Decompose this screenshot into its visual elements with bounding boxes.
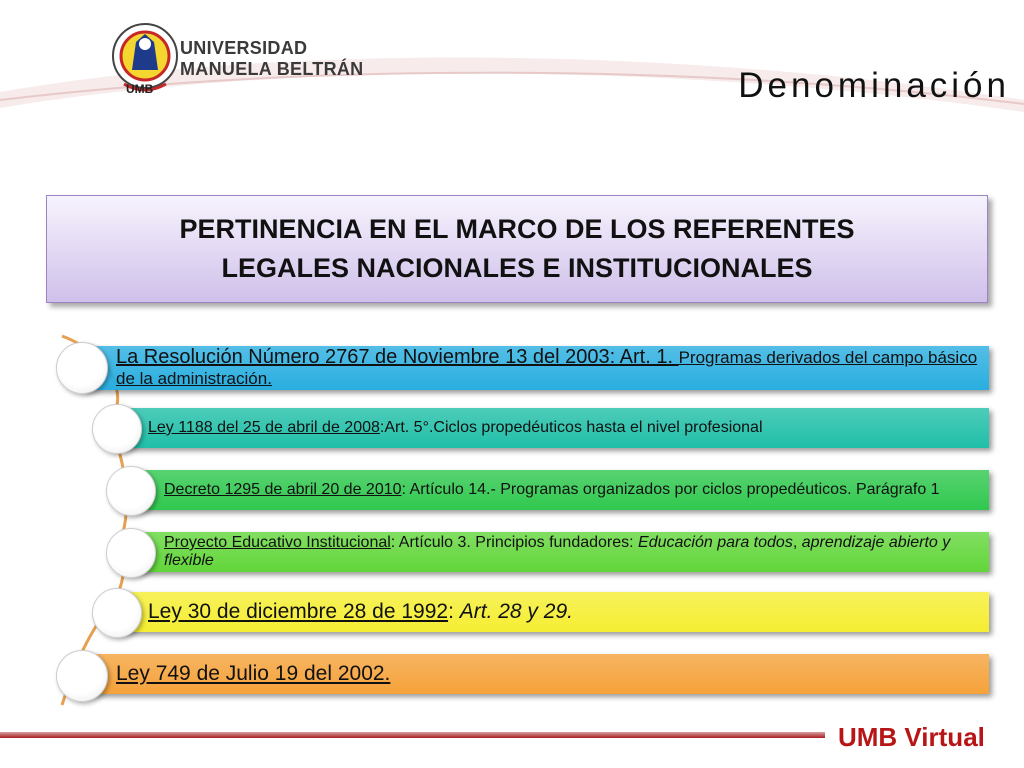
item-italic-1: Art. 28 y 29. xyxy=(459,600,573,623)
item-text xyxy=(148,419,989,437)
banner-line-2: LEGALES NACIONALES E INSTITUCIONALES xyxy=(221,253,813,283)
bullet-circle xyxy=(92,404,142,454)
seal-text: UMB xyxy=(126,82,154,96)
item-text xyxy=(164,481,989,499)
list-item xyxy=(118,408,989,448)
logo-line-2: MANUELA BELTRÁN xyxy=(180,59,364,79)
bullet-circle xyxy=(92,588,142,638)
item-link[interactable]: Ley 749 de Julio 19 del 2002. xyxy=(116,662,391,685)
list-item xyxy=(118,592,989,632)
item-rest: : xyxy=(448,600,460,623)
item-text xyxy=(116,662,989,686)
page-title: Denominación xyxy=(738,66,1010,105)
list-item xyxy=(132,470,989,510)
bullet-circle xyxy=(56,650,108,702)
footer-brand: UMB Virtual xyxy=(838,722,985,752)
list-item xyxy=(82,346,989,390)
bullet-circle xyxy=(106,528,156,578)
item-italic-1: Educación para todos xyxy=(638,534,793,551)
item-link[interactable]: Ley 1188 del 25 de abril de 2008 xyxy=(148,419,380,436)
item-rest: :Art. 5°.Ciclos propedéuticos hasta el nivel profesional xyxy=(379,419,763,436)
item-text xyxy=(164,534,989,570)
item-rest-2: , xyxy=(792,534,802,551)
item-rest: Programas derivados del campo básico de la administración. xyxy=(116,348,978,388)
list-item xyxy=(132,532,989,572)
item-rest: : Artículo 3. Principios fundadores: xyxy=(390,534,639,551)
bullet-circle xyxy=(106,466,156,516)
list-item xyxy=(82,654,989,694)
item-link[interactable]: Decreto 1295 de abril 20 de 2010 xyxy=(164,481,402,498)
item-text xyxy=(148,600,989,624)
item-lead: La Resolución Número 2767 de Noviembre 13 del 2003: Art. 1. xyxy=(116,346,679,368)
item-text xyxy=(116,347,989,389)
bullet-circle xyxy=(56,342,108,394)
logo-line-1: UNIVERSIDAD xyxy=(180,38,308,58)
item-italic-2: aprendizaje abierto y flexible xyxy=(164,534,951,569)
item-link[interactable]: Proyecto Educativo Institucional xyxy=(164,534,391,551)
item-rest: : Artículo 14.- Programas organizados por ciclos propedéuticos. Parágrafo 1 xyxy=(401,481,940,498)
item-link[interactable]: Ley 30 de diciembre 28 de 1992 xyxy=(148,600,449,623)
footer-line xyxy=(0,732,825,738)
banner-line-1: PERTINENCIA EN EL MARCO DE LOS REFERENTES xyxy=(179,214,855,244)
